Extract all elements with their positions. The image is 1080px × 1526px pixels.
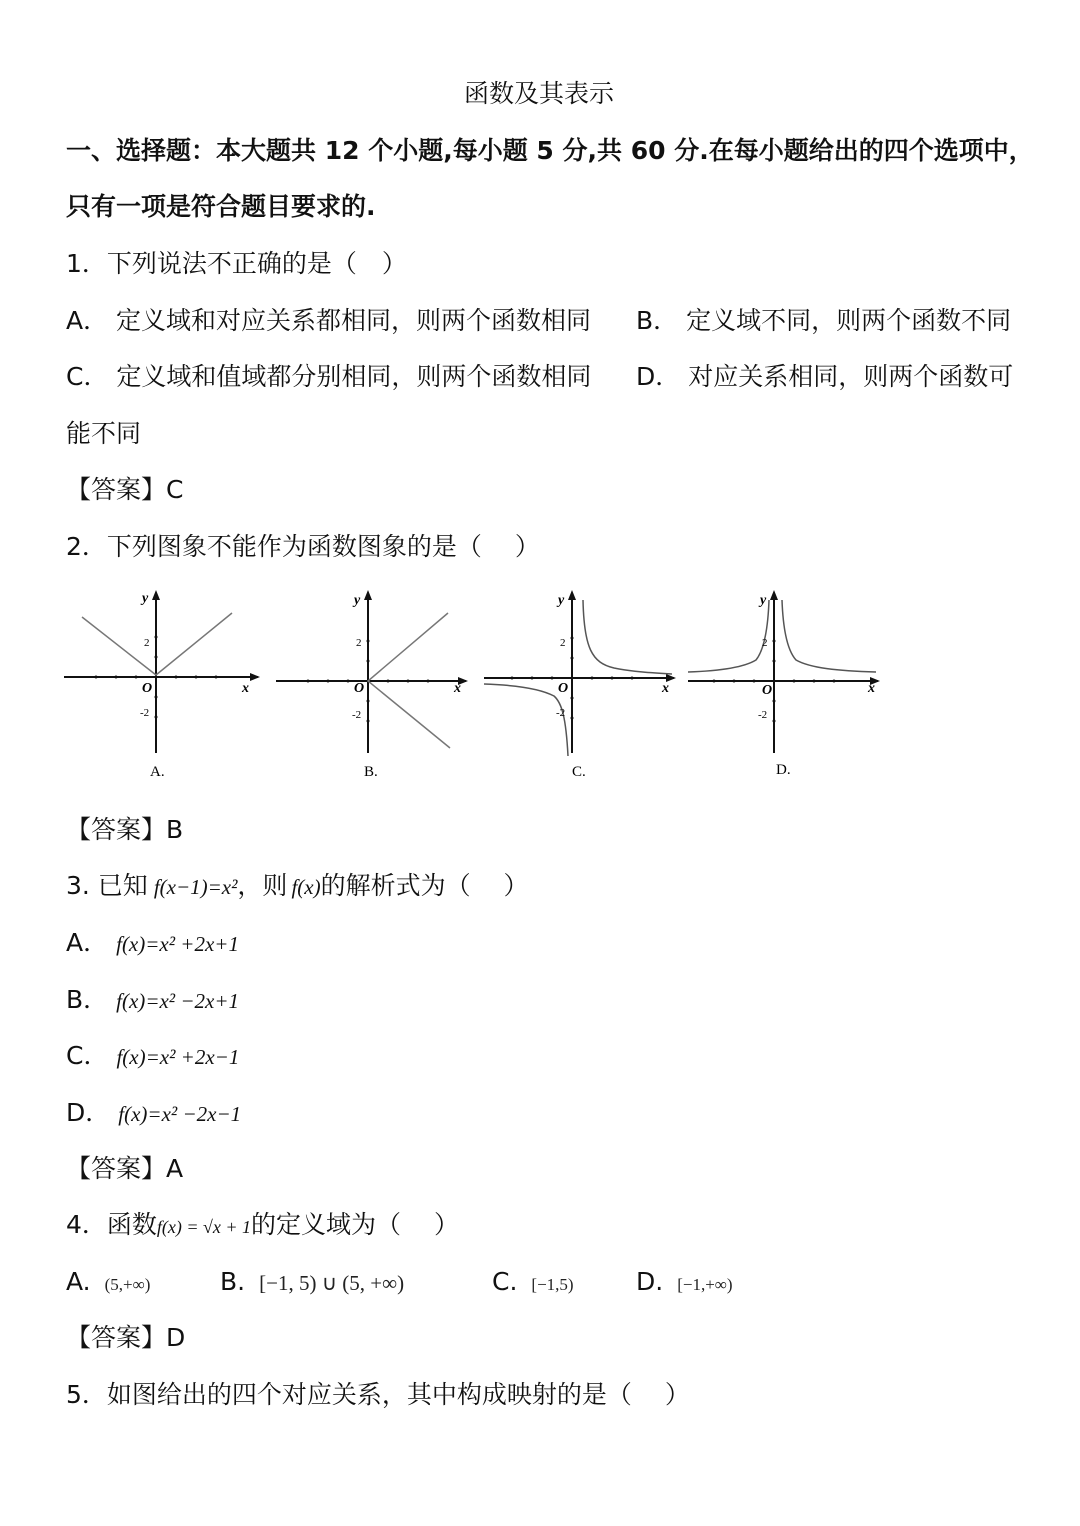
question-4-stem	[66, 1208, 459, 1244]
graph-b-y-label: y	[354, 593, 361, 608]
graph-d-origin: O	[762, 683, 773, 698]
question-3-option-d	[66, 1096, 241, 1131]
question-3-option-d-label: D．	[66, 1098, 111, 1127]
question-1-option-a: A． 定义域和对应关系都相同，则两个函数相同	[66, 306, 592, 335]
question-3-option-d-expr: =x² −2x−1	[147, 1102, 242, 1126]
graph-c-x-label: x	[662, 681, 669, 696]
question-3-fx: f(x)	[291, 875, 321, 899]
graph-c-tick-2: 2	[560, 637, 566, 649]
question-3-stem-suffix: 的解析式为（ ）	[320, 871, 529, 900]
graph-d-y-label: y	[760, 593, 767, 608]
question-3-stem-prefix: 3. 已知	[66, 871, 148, 900]
page-title: 函数及其表示	[464, 79, 615, 108]
question-3-stem	[66, 869, 529, 904]
question-3-option-c-expr: =x² +2x−1	[145, 1045, 240, 1069]
question-3-option-a-label: A．	[66, 928, 109, 957]
graph-c-tick-neg2: -2	[556, 707, 566, 719]
question-4-option-c-label: C.	[492, 1267, 518, 1296]
graph-a-origin: O	[142, 681, 153, 696]
graph-b-x-label: x	[454, 681, 461, 696]
graph-a-x-label: x	[242, 681, 249, 696]
graph-c-origin: O	[558, 681, 569, 696]
question-4-option-c-value: [−1,5)	[531, 1275, 574, 1294]
question-1-stem: 1．下列说法不正确的是（ ）	[66, 249, 407, 278]
graph-a-tick-2: 2	[144, 637, 150, 649]
question-3-option-d-fn: f(x)	[118, 1102, 148, 1126]
question-4-option-d-label: D.	[636, 1267, 664, 1296]
question-4-stem-suffix: 的定义域为（ ）	[251, 1210, 459, 1239]
graph-d-tick-neg2: -2	[758, 709, 768, 721]
question-3-stem-mid: ，则	[237, 871, 288, 900]
question-4-option-a-label: A.	[66, 1267, 91, 1296]
question-2-answer: 【答案】B	[66, 815, 184, 844]
question-4-option-b-label: B.	[220, 1267, 246, 1296]
question-3-option-c-fn: f(x)	[116, 1045, 146, 1069]
question-2-stem: 2．下列图象不能作为函数图象的是（ ）	[66, 532, 540, 561]
question-3-option-a	[66, 926, 239, 961]
question-3-option-b	[66, 983, 239, 1018]
graph-d-caption: D.	[776, 762, 791, 778]
question-4-answer: 【答案】D	[66, 1323, 186, 1352]
question-3-option-a-expr: =x² +2x+1	[145, 932, 239, 956]
question-4-option-c	[492, 1265, 574, 1302]
question-3-option-c-label: C．	[66, 1041, 109, 1070]
graph-c-caption: C.	[572, 764, 586, 780]
question-4-stem-prefix: 4．函数	[66, 1210, 157, 1239]
question-3-given: f(x−1)=x²	[153, 875, 238, 899]
question-4-option-b-value: [−1, 5) ∪ (5, +∞)	[259, 1271, 405, 1295]
graph-a-caption: A.	[150, 764, 165, 780]
graph-d-tick-2: 2	[762, 637, 768, 649]
section-header-line2: 只有一项是符合题目要求的.	[66, 192, 376, 221]
graph-d-x-label: x	[868, 681, 875, 696]
question-1-option-b: B． 定义域不同，则两个函数不同	[636, 306, 1012, 335]
question-4-option-a	[66, 1265, 150, 1302]
graph-a-tick-neg2: -2	[140, 707, 150, 719]
question-1-option-d: D． 对应关系相同，则两个函数可	[636, 362, 1014, 391]
question-3-option-b-expr: =x² −2x+1	[145, 989, 240, 1013]
graph-c-y-label: y	[558, 593, 565, 608]
graph-d	[688, 588, 888, 788]
question-4-option-d-value: [−1,+∞)	[677, 1275, 733, 1294]
graph-b-tick-neg2: -2	[352, 709, 362, 721]
question-4-function: f(x) = √x + 1	[156, 1217, 252, 1237]
question-4-option-b	[220, 1265, 404, 1300]
question-3-option-b-label: B．	[66, 985, 109, 1014]
graph-b-caption: B.	[364, 764, 378, 780]
graph-b	[276, 588, 476, 788]
graph-a-y-label: y	[142, 591, 149, 606]
question-4-option-a-value: (5,+∞)	[104, 1275, 151, 1294]
question-3-option-a-fn: f(x)	[116, 932, 146, 956]
graph-b-origin: O	[354, 681, 365, 696]
graph-a	[64, 588, 264, 788]
question-5-stem: 5．如图给出的四个对应关系，其中构成映射的是（ ）	[66, 1380, 690, 1409]
question-1-option-d-cont: 能不同	[66, 419, 142, 448]
section-header-line1: 一、选择题：本大题共 12 个小题,每小题 5 分,共 60 分.在每小题给出的四个选项中，	[66, 136, 1034, 165]
question-1-option-c: C． 定义域和值域都分别相同，则两个函数相同	[66, 362, 592, 391]
question-3-answer: 【答案】A	[66, 1154, 184, 1183]
graph-b-tick-2: 2	[356, 637, 362, 649]
question-3-option-c	[66, 1039, 239, 1074]
question-4-option-d	[636, 1265, 733, 1302]
graph-c	[484, 588, 684, 788]
question-3-option-b-fn: f(x)	[116, 989, 146, 1013]
question-1-answer: 【答案】C	[66, 475, 184, 504]
